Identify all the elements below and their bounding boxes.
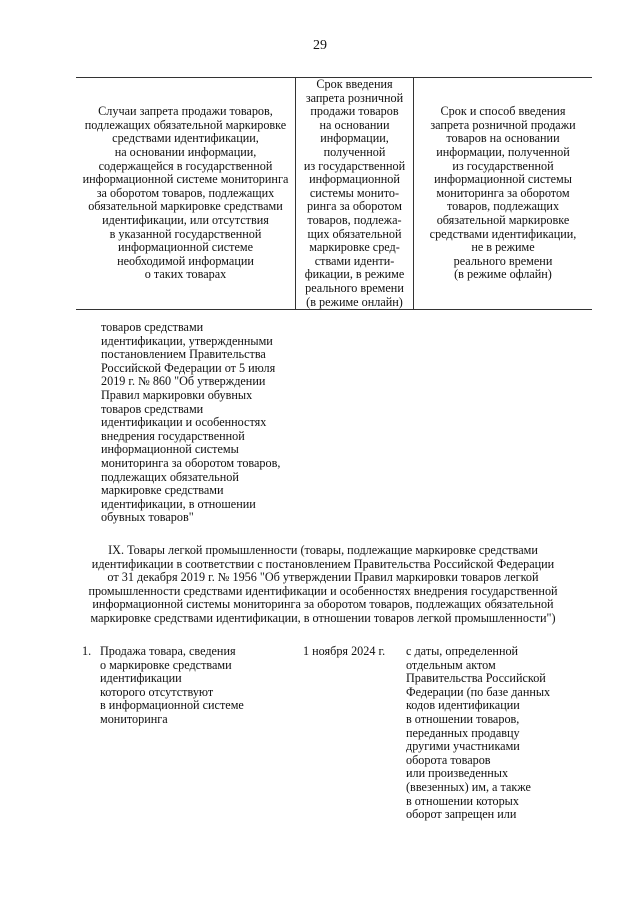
header-line: подлежащих обязательной маркировке xyxy=(84,117,287,132)
heading-line: информационной системы мониторинга за оборотом товаров, подлежащих обязательной xyxy=(92,597,554,612)
header-line: на основании xyxy=(319,117,390,132)
text-line: 2019 г. № 860 "Об утверждении xyxy=(101,374,266,389)
header-line: полученной xyxy=(323,144,386,159)
text-line: Продажа товара, сведения xyxy=(100,644,236,658)
text-line: с даты, определенной xyxy=(406,644,519,658)
header-line: (в режиме офлайн) xyxy=(454,267,552,282)
text-line: Правительства Российской xyxy=(406,671,546,686)
header-line: Случаи запрета продажи товаров, xyxy=(98,104,273,119)
header-line: Срок и способ введения xyxy=(440,104,566,119)
text-line: идентификации, в отношении xyxy=(101,496,256,511)
row-description xyxy=(100,645,290,727)
text-line: о маркировке средствами xyxy=(100,657,232,672)
row-online-date: 1 ноября 2024 г. xyxy=(303,644,386,658)
text-line: внедрения государственной xyxy=(101,428,245,443)
header-line: необходимой информации xyxy=(117,253,254,268)
text-line: в отношении товаров, xyxy=(406,711,520,726)
heading-line: промышленности средствами идентификации и особенностях внедрения государственной xyxy=(88,583,558,598)
header-line: реального времени xyxy=(305,280,404,295)
header-line: товаров, подлежа- xyxy=(307,212,402,227)
header-line: за оборотом товаров, подлежащих xyxy=(96,185,275,200)
header-line: товаров на основании xyxy=(446,131,560,146)
text-line: идентификации xyxy=(100,671,182,686)
header-line: о таких товарах xyxy=(144,267,227,282)
text-line: мониторинга за оборотом товаров, xyxy=(101,455,281,470)
table-header xyxy=(76,77,592,310)
text-line: другими участниками xyxy=(406,739,520,754)
row-number: 1. xyxy=(82,644,92,658)
header-line: запрета розничной xyxy=(305,90,404,105)
header-col-online-deadline xyxy=(296,78,414,310)
header-line: реального времени xyxy=(453,253,553,268)
header-line: не в режиме xyxy=(471,240,535,255)
text-line: переданных продавцу xyxy=(406,725,520,740)
text-line: идентификации, утвержденными xyxy=(101,333,273,348)
header-line: обязательной маркировке xyxy=(436,212,570,227)
header-line: из государственной xyxy=(303,158,406,173)
header-line: в указанной государственной xyxy=(109,226,262,241)
heading-line: идентификации в соответствии с постановлением Правительства Российской Федерации xyxy=(91,556,555,571)
header-line: фикации, в режиме xyxy=(304,267,405,282)
header-col-offline-deadline xyxy=(414,78,593,310)
section-heading xyxy=(76,544,570,626)
header-line: Срок введения xyxy=(316,77,393,91)
header-line: запрета розничной продажи xyxy=(430,117,576,132)
header-line: обязательной маркировке средствами xyxy=(88,199,283,214)
text-line: которого отсутствуют xyxy=(100,684,214,699)
header-line: мониторинга за оборотом xyxy=(436,185,570,200)
text-line: в отношении которых xyxy=(406,793,519,808)
text-line: обувных товаров" xyxy=(101,510,194,525)
text-line: идентификации и особенностях xyxy=(101,415,267,430)
text-line: маркировке средствами xyxy=(101,483,224,498)
header-line: информации, полученной xyxy=(436,144,570,159)
header-line: на основании информации, xyxy=(114,144,257,159)
header-line: информационной системе xyxy=(117,240,254,255)
header-line: средствами идентификации, xyxy=(429,226,577,241)
text-line: отдельным актом xyxy=(406,657,496,672)
text-line: Российской Федерации от 5 июля xyxy=(101,360,276,375)
header-line: продажи товаров xyxy=(310,104,399,119)
text-line: (ввезенных) им, а также xyxy=(406,779,531,794)
heading-line: от 31 декабря 2019 г. № 1956 "Об утверждении Правил маркировки товаров легкой xyxy=(107,570,539,585)
text-line: в информационной системе xyxy=(100,698,244,713)
header-line: (в режиме онлайн) xyxy=(306,294,403,309)
header-line: из государственной xyxy=(452,158,554,173)
header-line: товаров, подлежащих xyxy=(446,199,560,214)
header-line: маркировке сред- xyxy=(309,240,400,255)
continued-cell-text xyxy=(101,321,301,525)
text-line: товаров средствами xyxy=(101,401,204,416)
page-number: 29 xyxy=(313,38,327,53)
heading-line: IX. Товары легкой промышленности (товары, подлежащие маркировке средствами xyxy=(108,543,538,557)
text-line: товаров средствами xyxy=(101,320,204,334)
row-offline-method xyxy=(406,645,576,822)
header-line: информации, xyxy=(320,131,389,146)
text-line: подлежащих обязательной xyxy=(101,469,239,484)
text-line: оборот запрещен или xyxy=(406,807,517,822)
header-line: ствами иденти- xyxy=(314,253,395,268)
header-line: информационной системы xyxy=(434,172,572,187)
header-line: ринга за оборотом xyxy=(306,199,403,214)
text-line: постановлением Правительства xyxy=(101,347,266,362)
header-col-prohibition-cases xyxy=(76,78,296,310)
header-line: щих обязательной xyxy=(307,226,402,241)
text-line: Правил маркировки обувных xyxy=(101,387,253,402)
header-line: средствами идентификации, xyxy=(112,131,259,146)
text-line: или произведенных xyxy=(406,766,509,781)
header-line: идентификации, или отсутствия xyxy=(102,212,269,227)
header-line: системы монито- xyxy=(309,185,400,200)
text-line: Федерации (по базе данных xyxy=(406,684,551,699)
text-line: оборота товаров xyxy=(406,752,491,767)
text-line: мониторинга xyxy=(100,711,168,726)
header-line: информационной системе мониторинга xyxy=(82,172,289,187)
text-line: кодов идентификации xyxy=(406,698,520,713)
heading-line: маркировке средствами идентификации, в отношении товаров легкой промышленности") xyxy=(90,610,556,625)
header-line: содержащейся в государственной xyxy=(98,158,273,173)
text-line: информационной системы xyxy=(101,442,239,457)
header-line: информационной xyxy=(309,172,400,187)
